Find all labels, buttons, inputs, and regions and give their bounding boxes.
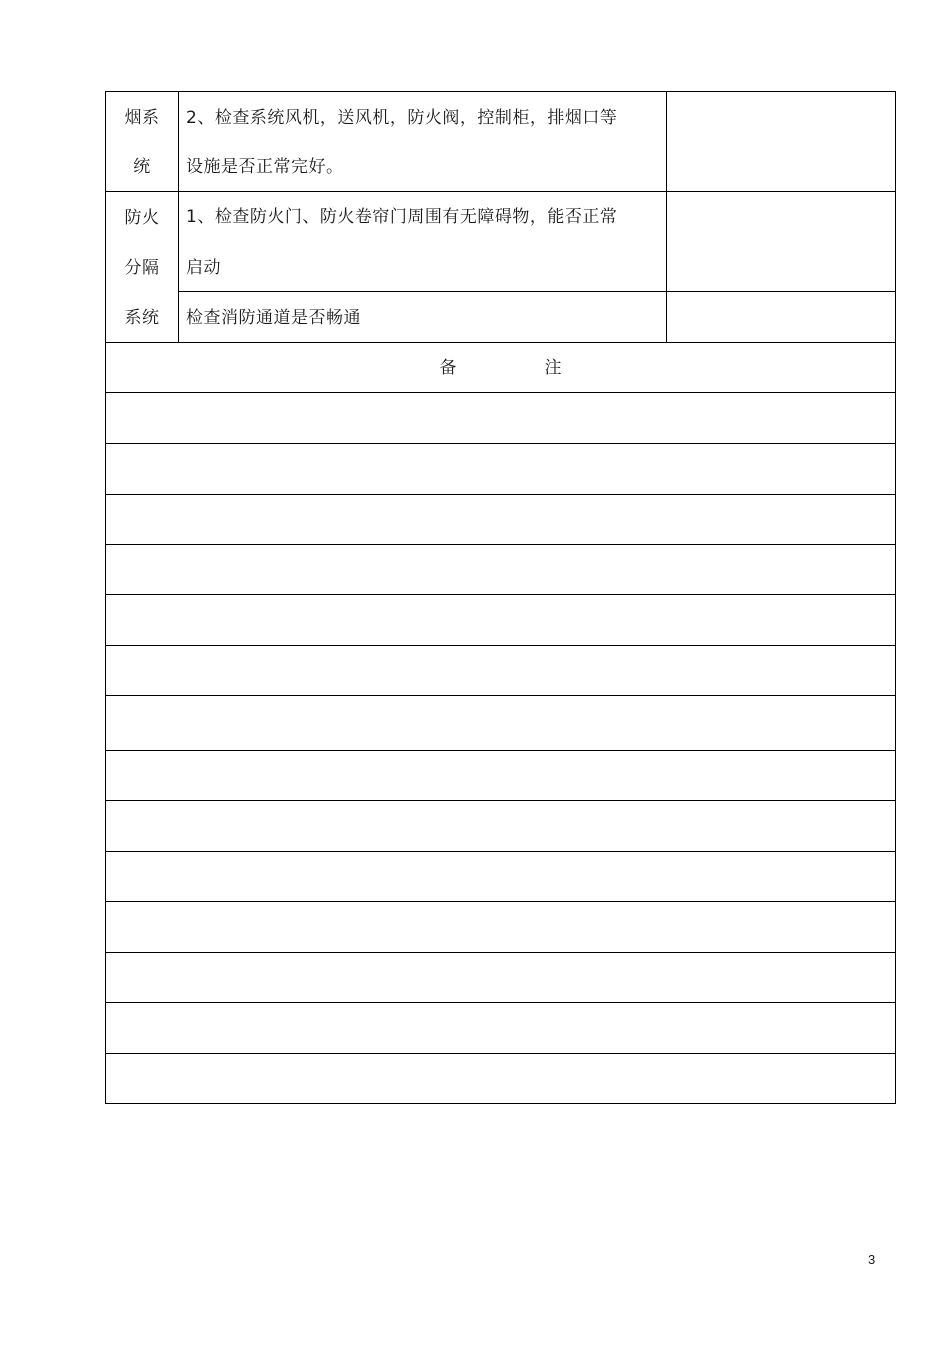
category-smoke-system-line-1: 烟系 bbox=[124, 108, 160, 128]
row-divider bbox=[106, 952, 895, 953]
item-fire-door-check-line-2: 启动 bbox=[186, 258, 221, 278]
result-cell-smoke[interactable] bbox=[667, 92, 895, 191]
category-fire-separation-line-1: 防火 bbox=[124, 208, 160, 228]
row-divider bbox=[106, 392, 895, 393]
row-divider bbox=[106, 645, 895, 646]
result-cell-fire-door[interactable] bbox=[667, 192, 895, 291]
category-fire-separation-line-2: 分隔 bbox=[124, 258, 160, 278]
result-cell-fire-lane[interactable] bbox=[667, 292, 895, 342]
remarks-header-row bbox=[106, 342, 895, 392]
row-divider bbox=[106, 750, 895, 751]
row-divider bbox=[106, 800, 895, 801]
remarks-title-char-2: 注 bbox=[544, 358, 562, 378]
item-fire-door-check-line-1: 1、检查防火门、防火卷帘门周围有无障碍物，能否正常 bbox=[186, 207, 618, 227]
row-divider bbox=[106, 851, 895, 852]
inspection-table bbox=[105, 91, 896, 1104]
row-divider bbox=[106, 544, 895, 545]
row-divider bbox=[106, 494, 895, 495]
row-divider bbox=[106, 443, 895, 444]
row-divider bbox=[106, 695, 895, 696]
row-divider bbox=[106, 594, 895, 595]
row-divider bbox=[106, 1053, 895, 1054]
category-smoke-system-line-2: 统 bbox=[133, 157, 151, 177]
remarks-title-char-1: 备 bbox=[439, 358, 457, 378]
item-smoke-check-line-1: 2、检查系统风机，送风机，防火阀，控制柜，排烟口等 bbox=[186, 108, 618, 128]
row-divider bbox=[106, 1002, 895, 1003]
category-column-divider bbox=[178, 92, 179, 342]
category-fire-separation-line-3: 系统 bbox=[124, 308, 160, 328]
row-divider bbox=[106, 901, 895, 902]
remarks-title bbox=[106, 358, 895, 378]
item-fire-lane-check: 检查消防通道是否畅通 bbox=[186, 308, 361, 328]
page-number: 3 bbox=[868, 1252, 876, 1267]
item-smoke-check-line-2: 设施是否正常完好。 bbox=[186, 157, 344, 177]
